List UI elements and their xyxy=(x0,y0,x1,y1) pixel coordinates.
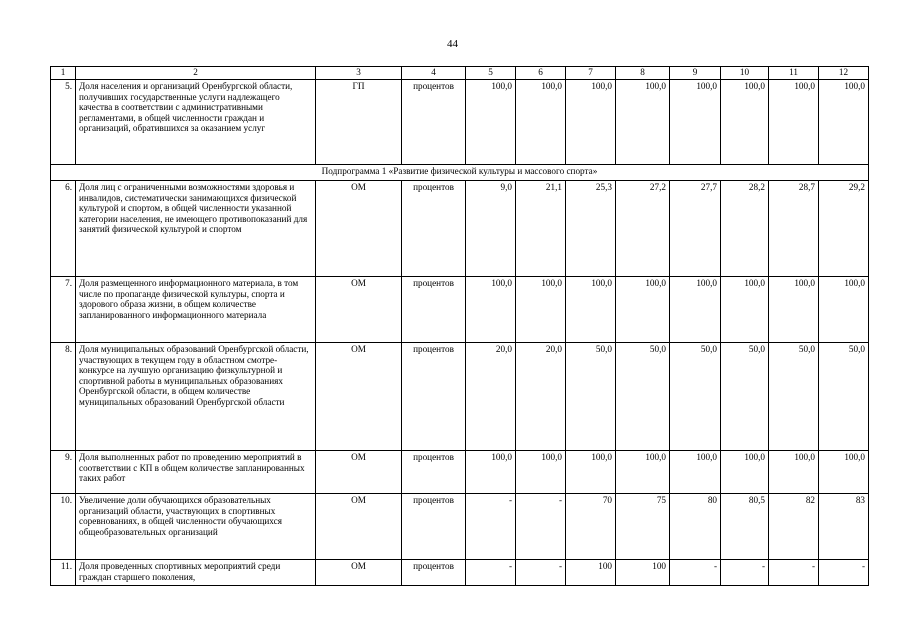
value-cell: 83 xyxy=(819,494,869,560)
row-number: 10. xyxy=(51,494,76,560)
indicator-unit: процентов xyxy=(402,343,466,451)
value-cell: 100,0 xyxy=(721,451,769,494)
value-cell: - xyxy=(516,494,566,560)
header-cell: 3 xyxy=(316,67,402,80)
indicator-type: ГП xyxy=(316,80,402,165)
indicator-type: ОМ xyxy=(316,181,402,277)
indicator-name: Доля выполненных работ по проведению мероприятий в соответствии с КП в общем количестве запланированных таких работ xyxy=(76,451,316,494)
value-cell: 100,0 xyxy=(466,80,516,165)
header-cell: 2 xyxy=(76,67,316,80)
indicator-name: Доля лиц с ограниченными возможностями здоровья и инвалидов, систематически занимающихся физической культурой и спортом, в общей численности указанной категории населения, не имеющего противопоказаний для занятий физической культурой и спортом xyxy=(76,181,316,277)
row-number: 5. xyxy=(51,80,76,165)
indicator-unit: процентов xyxy=(402,560,466,586)
header-cell: 7 xyxy=(566,67,616,80)
header-cell: 5 xyxy=(466,67,516,80)
value-cell: 50,0 xyxy=(616,343,670,451)
indicator-name: Доля размещенного информационного материала, в том числе по пропаганде физической культуры, спорта и здорового образа жизни, в общем количестве запланированного информационного материала xyxy=(76,277,316,343)
value-cell: 100,0 xyxy=(769,451,819,494)
value-cell: - xyxy=(769,560,819,586)
table-row xyxy=(51,181,869,277)
row-number: 6. xyxy=(51,181,76,277)
table-row xyxy=(51,451,869,494)
indicator-name: Доля муниципальных образований Оренбургской области, участвующих в текущем году в областном смотре-конкурсе на лучшую организацию физкультурной и спортивной работы в муниципальных образованиях Оренбургской области, в общем количестве муниципальных образований Оренбургской области xyxy=(76,343,316,451)
value-cell: 100,0 xyxy=(616,277,670,343)
header-cell: 11 xyxy=(769,67,819,80)
value-cell: 28,7 xyxy=(769,181,819,277)
value-cell: 50,0 xyxy=(721,343,769,451)
header-row xyxy=(51,67,869,80)
header-cell: 6 xyxy=(516,67,566,80)
value-cell: - xyxy=(466,494,516,560)
value-cell: 100,0 xyxy=(616,451,670,494)
row-number: 8. xyxy=(51,343,76,451)
indicator-type: ОМ xyxy=(316,560,402,586)
value-cell: 27,7 xyxy=(670,181,721,277)
value-cell: 100,0 xyxy=(516,80,566,165)
value-cell: 100,0 xyxy=(670,80,721,165)
subprogram-row xyxy=(51,165,869,181)
table-row xyxy=(51,560,869,586)
value-cell: 100 xyxy=(616,560,670,586)
value-cell: 100,0 xyxy=(670,451,721,494)
value-cell: 100,0 xyxy=(819,80,869,165)
header-cell: 10 xyxy=(721,67,769,80)
table-row xyxy=(51,343,869,451)
value-cell: 100,0 xyxy=(670,277,721,343)
value-cell: 50,0 xyxy=(566,343,616,451)
indicator-unit: процентов xyxy=(402,494,466,560)
indicator-unit: процентов xyxy=(402,277,466,343)
value-cell: 100,0 xyxy=(769,80,819,165)
value-cell: 100,0 xyxy=(819,451,869,494)
indicator-unit: процентов xyxy=(402,451,466,494)
row-number: 7. xyxy=(51,277,76,343)
row-number: 11. xyxy=(51,560,76,586)
table-row xyxy=(51,277,869,343)
indicator-name: Доля проведенных спортивных мероприятий среди граждан старшего поколения, xyxy=(76,560,316,586)
indicator-unit: процентов xyxy=(402,80,466,165)
value-cell: 100,0 xyxy=(566,80,616,165)
value-cell: 20,0 xyxy=(466,343,516,451)
header-cell: 9 xyxy=(670,67,721,80)
value-cell: 80,5 xyxy=(721,494,769,560)
indicator-type: ОМ xyxy=(316,343,402,451)
value-cell: 100,0 xyxy=(466,277,516,343)
value-cell: - xyxy=(721,560,769,586)
value-cell: 100,0 xyxy=(516,451,566,494)
value-cell: 21,1 xyxy=(516,181,566,277)
value-cell: 80 xyxy=(670,494,721,560)
value-cell: - xyxy=(516,560,566,586)
value-cell: 100,0 xyxy=(819,277,869,343)
table-row xyxy=(51,80,869,165)
value-cell: 70 xyxy=(566,494,616,560)
header-cell: 4 xyxy=(402,67,466,80)
value-cell: 50,0 xyxy=(819,343,869,451)
value-cell: 100,0 xyxy=(721,80,769,165)
indicator-unit: процентов xyxy=(402,181,466,277)
header-cell: 8 xyxy=(616,67,670,80)
value-cell: 20,0 xyxy=(516,343,566,451)
subprogram-title: Подпрограмма 1 «Развитие физической культуры и массового спорта» xyxy=(51,165,869,181)
indicator-name: Увеличение доли обучающихся образовательных организаций области, участвующих в спортивных соревнованиях, в общей численности обучающихся общеобразовательных организаций xyxy=(76,494,316,560)
value-cell: 100,0 xyxy=(721,277,769,343)
value-cell: - xyxy=(670,560,721,586)
row-number: 9. xyxy=(51,451,76,494)
value-cell: 28,2 xyxy=(721,181,769,277)
value-cell: 27,2 xyxy=(616,181,670,277)
value-cell: 75 xyxy=(616,494,670,560)
value-cell: 100 xyxy=(566,560,616,586)
value-cell: - xyxy=(819,560,869,586)
value-cell: 50,0 xyxy=(670,343,721,451)
indicator-type: ОМ xyxy=(316,451,402,494)
table-row xyxy=(51,494,869,560)
value-cell: 9,0 xyxy=(466,181,516,277)
header-cell: 1 xyxy=(51,67,76,80)
indicator-type: ОМ xyxy=(316,277,402,343)
indicator-name: Доля населения и организаций Оренбургской области, получивших государственные услуги надлежащего качества в соответствии с административными регламентами, в общей численности граждан и организаций, обратившихся за оказанием услуг xyxy=(76,80,316,165)
value-cell: - xyxy=(466,560,516,586)
value-cell: 82 xyxy=(769,494,819,560)
value-cell: 100,0 xyxy=(516,277,566,343)
indicator-type: ОМ xyxy=(316,494,402,560)
value-cell: 100,0 xyxy=(769,277,819,343)
value-cell: 25,3 xyxy=(566,181,616,277)
indicators-table xyxy=(50,66,869,586)
value-cell: 100,0 xyxy=(616,80,670,165)
header-cell: 12 xyxy=(819,67,869,80)
value-cell: 29,2 xyxy=(819,181,869,277)
value-cell: 100,0 xyxy=(566,277,616,343)
page-number: 44 xyxy=(447,38,458,50)
value-cell: 100,0 xyxy=(466,451,516,494)
value-cell: 50,0 xyxy=(769,343,819,451)
value-cell: 100,0 xyxy=(566,451,616,494)
